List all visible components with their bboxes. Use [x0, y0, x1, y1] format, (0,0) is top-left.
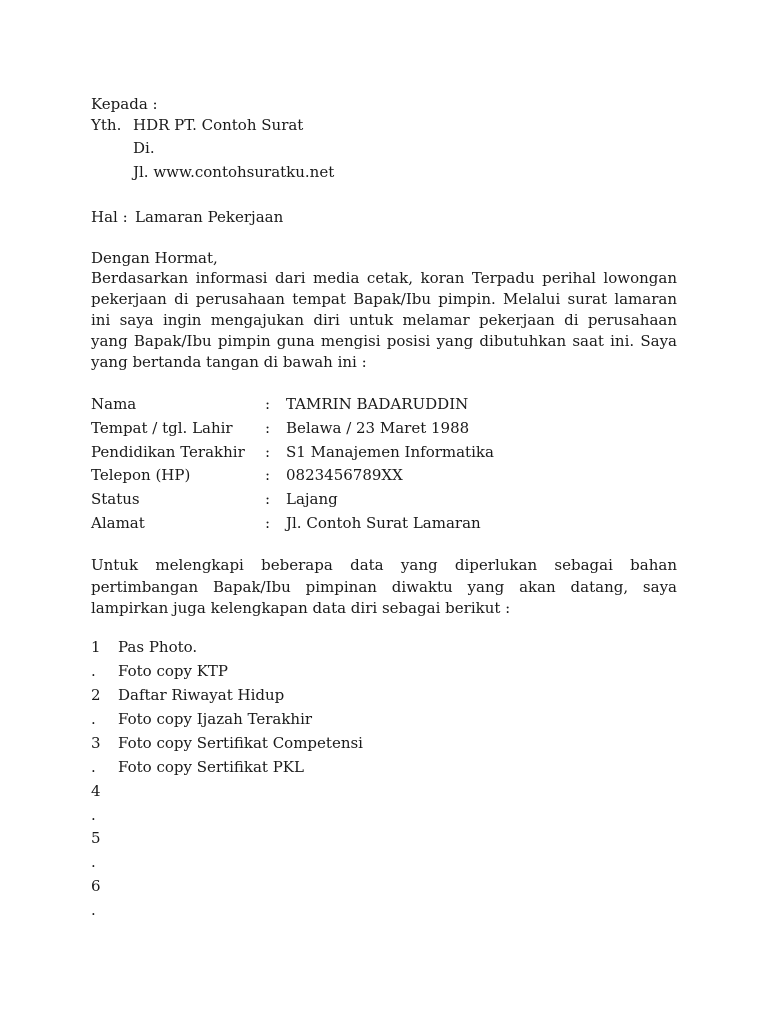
identity-label: Pendidikan Terakhir [91, 443, 245, 461]
identity-row [0, 465, 768, 489]
identity-colon: : [265, 466, 271, 484]
list-number: . [91, 758, 96, 776]
recipient-di: Di. [133, 139, 155, 157]
intro-paragraph: Berdasarkan informasi dari media cetak, koran Terpadu perihal lowongan pekerjaan di perusahaan tempat Bapak/Ibu pimpin. Melalui surat lamaran ini saya ingin mengajukan diri untuk melamar pekerjaan di perusahaan yang Bapak/Ibu pimpin guna mengisi posisi yang dibutuhkan saat ini. Saya yang bertanda tangan di bawah ini : [91, 269, 677, 371]
identity-colon: : [265, 514, 271, 532]
yth-label: Yth. [91, 116, 122, 134]
list-number: 3 [91, 734, 101, 752]
identity-value: TAMRIN BADARUDDIN [286, 395, 469, 413]
identity-row [0, 489, 768, 513]
list-number: 1 [91, 638, 101, 656]
identity-row [0, 442, 768, 466]
list-number: 4 [91, 782, 101, 800]
subject-text: Lamaran Pekerjaan [135, 208, 284, 226]
identity-label: Status [91, 490, 140, 508]
list-item: Foto copy Sertifikat PKL [118, 758, 304, 776]
list-item: Foto copy KTP [118, 662, 229, 680]
list-number: . [91, 662, 96, 680]
greeting: Dengan Hormat, [91, 249, 218, 267]
identity-row [0, 418, 768, 442]
identity-label: Tempat / tgl. Lahir [91, 419, 233, 437]
identity-colon: : [265, 490, 271, 508]
closing-paragraph: Untuk melengkapi beberapa data yang diperlukan sebagai bahan pertimbangan Bapak/Ibu pimpinan diwaktu yang akan datang, saya lampirkan juga kelengkapan data diri sebagai berikut : [91, 556, 677, 617]
list-item: Foto copy Sertifikat Competensi [118, 734, 363, 752]
list-number: 5 [91, 829, 101, 847]
to-label: Kepada : [91, 95, 158, 113]
identity-row [0, 513, 768, 537]
subject-label: Hal : [91, 208, 128, 226]
list-number: . [91, 710, 96, 728]
list-number: . [91, 901, 96, 919]
identity-row [0, 394, 768, 418]
identity-value: Jl. Contoh Surat Lamaran [286, 514, 481, 532]
list-item: Foto copy Ijazah Terakhir [118, 710, 313, 728]
list-number: 6 [91, 877, 101, 895]
recipient-address: Jl. www.contohsuratku.net [133, 163, 335, 181]
identity-colon: : [265, 395, 271, 413]
identity-colon: : [265, 419, 271, 437]
identity-label: Telepon (HP) [91, 466, 191, 484]
list-item: Daftar Riwayat Hidup [118, 686, 285, 704]
list-number: 2 [91, 686, 101, 704]
identity-value: 0823456789XX [286, 466, 403, 484]
list-number: . [91, 806, 96, 824]
identity-value: Lajang [286, 490, 338, 508]
list-number: . [91, 853, 96, 871]
identity-colon: : [265, 443, 271, 461]
list-item: Pas Photo. [118, 638, 198, 656]
recipient-name: HDR PT. Contoh Surat [133, 116, 304, 134]
identity-value: Belawa / 23 Maret 1988 [286, 419, 470, 437]
identity-label: Alamat [91, 514, 145, 532]
identity-value: S1 Manajemen Informatika [286, 443, 494, 461]
identity-label: Nama [91, 395, 137, 413]
